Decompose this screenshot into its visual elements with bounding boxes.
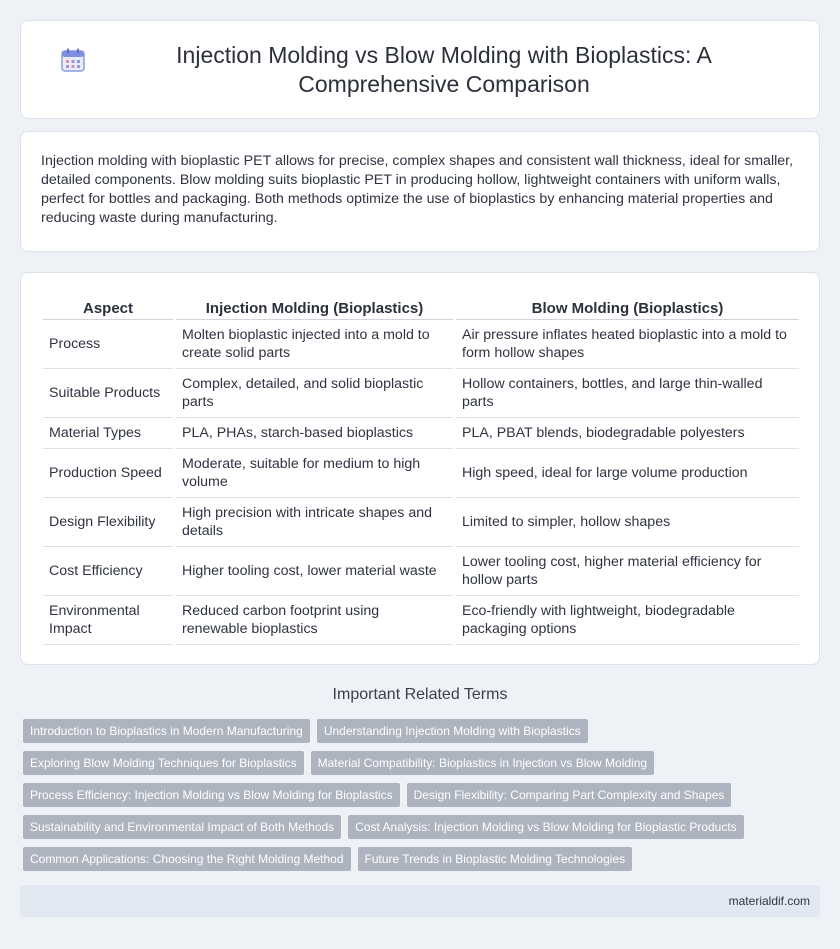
header-blow: Blow Molding (Bioplastics) xyxy=(456,293,799,320)
header xyxy=(60,41,780,99)
footer-site-link[interactable]: materialdif.com xyxy=(728,894,810,908)
table-row xyxy=(43,449,799,498)
table-header-row xyxy=(43,293,799,320)
row-aspect: Material Types xyxy=(43,418,173,449)
row-blow: PLA, PBAT blends, biodegradable polyesters xyxy=(456,418,799,449)
related-term-tag[interactable]: Design Flexibility: Comparing Part Complexity and Shapes xyxy=(407,783,732,807)
row-injection: Reduced carbon footprint using renewable bioplastics xyxy=(176,596,453,645)
row-injection: Molten bioplastic injected into a mold to create solid parts xyxy=(176,320,453,369)
header-card xyxy=(20,20,820,119)
footer xyxy=(20,885,820,917)
related-term-tag[interactable]: Exploring Blow Molding Techniques for Bioplastics xyxy=(23,751,304,775)
page-title: Injection Molding vs Blow Molding with Bioplastics: A Comprehensive Comparison xyxy=(176,41,712,97)
row-aspect: Design Flexibility xyxy=(43,498,173,547)
intro-text: Injection molding with bioplastic PET allows for precise, complex shapes and consistent wall thickness, ideal for smaller, detailed components. Blow molding suits bioplastic PET in producing hollow, lightweight containers with uniform walls, perfect for bottles and packaging. Both methods optimize the use of bioplastics by enhancing material properties and reducing waste during manufacturing. xyxy=(41,153,794,226)
row-injection: Higher tooling cost, lower material waste xyxy=(176,547,453,596)
row-aspect: Suitable Products xyxy=(43,369,173,418)
table-row xyxy=(43,596,799,645)
row-aspect: Production Speed xyxy=(43,449,173,498)
row-injection: Complex, detailed, and solid bioplastic parts xyxy=(176,369,453,418)
related-terms-list xyxy=(23,719,823,879)
intro-card xyxy=(20,131,820,252)
row-blow: Eco-friendly with lightweight, biodegradable packaging options xyxy=(456,596,799,645)
row-blow: Limited to simpler, hollow shapes xyxy=(456,498,799,547)
row-blow: Lower tooling cost, higher material efficiency for hollow parts xyxy=(456,547,799,596)
row-injection: Moderate, suitable for medium to high volume xyxy=(176,449,453,498)
row-aspect: Cost Efficiency xyxy=(43,547,173,596)
related-term-tag[interactable]: Future Trends in Bioplastic Molding Technologies xyxy=(358,847,633,871)
related-term-tag[interactable]: Common Applications: Choosing the Right Molding Method xyxy=(23,847,351,871)
related-term-tag[interactable]: Cost Analysis: Injection Molding vs Blow Molding for Bioplastic Products xyxy=(348,815,744,839)
header-aspect: Aspect xyxy=(43,293,173,320)
row-blow: High speed, ideal for large volume production xyxy=(456,449,799,498)
calendar-icon xyxy=(60,47,86,73)
related-terms-title: Important Related Terms xyxy=(332,686,508,703)
table-row xyxy=(43,320,799,369)
row-injection: PLA, PHAs, starch-based bioplastics xyxy=(176,418,453,449)
row-blow: Air pressure inflates heated bioplastic into a mold to form hollow shapes xyxy=(456,320,799,369)
header-injection: Injection Molding (Bioplastics) xyxy=(176,293,453,320)
related-term-tag[interactable]: Understanding Injection Molding with Bioplastics xyxy=(317,719,588,743)
comparison-card xyxy=(20,272,820,665)
table-row xyxy=(43,369,799,418)
table-row xyxy=(43,547,799,596)
related-term-tag[interactable]: Sustainability and Environmental Impact of Both Methods xyxy=(23,815,341,839)
table-row xyxy=(43,498,799,547)
related-term-tag[interactable]: Process Efficiency: Injection Molding vs Blow Molding for Bioplastics xyxy=(23,783,400,807)
related-term-tag[interactable]: Introduction to Bioplastics in Modern Manufacturing xyxy=(23,719,310,743)
table-row xyxy=(43,418,799,449)
comparison-table xyxy=(43,293,799,645)
row-aspect: Environmental Impact xyxy=(43,596,173,645)
related-term-tag[interactable]: Material Compatibility: Bioplastics in Injection vs Blow Molding xyxy=(311,751,654,775)
row-aspect: Process xyxy=(43,320,173,369)
row-injection: High precision with intricate shapes and details xyxy=(176,498,453,547)
row-blow: Hollow containers, bottles, and large thin-walled parts xyxy=(456,369,799,418)
